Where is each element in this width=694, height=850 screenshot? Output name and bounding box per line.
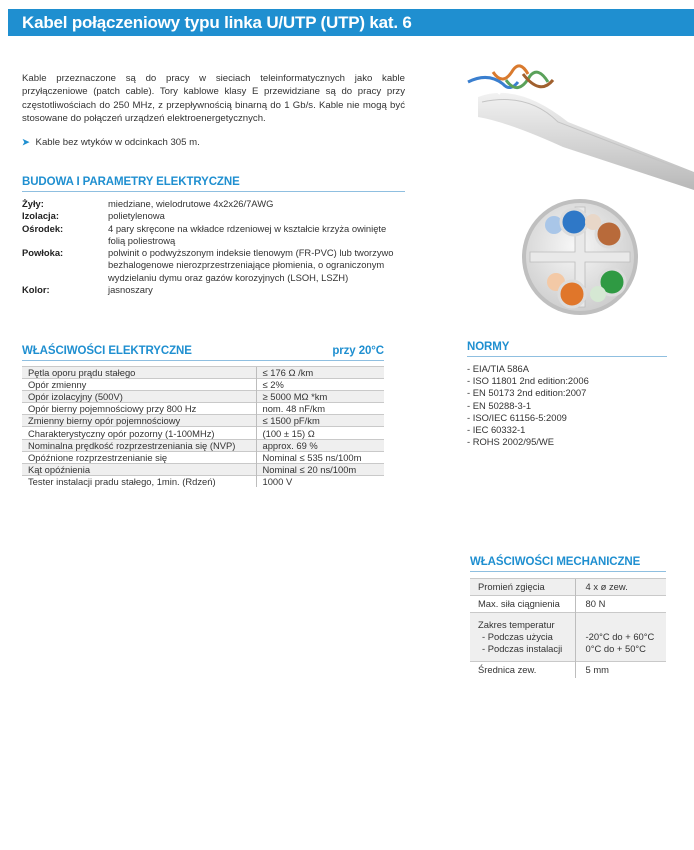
table-row bbox=[22, 403, 384, 415]
electrical-table bbox=[22, 366, 384, 487]
param-value: Nominal ≤ 535 ns/100m bbox=[256, 451, 384, 463]
param-name: Nominalna prędkość rozprzestrzeniania się (NVP) bbox=[22, 439, 256, 451]
param-name: Pętla oporu prądu stałego bbox=[22, 367, 256, 379]
spec-label: Kolor: bbox=[22, 284, 50, 296]
param-value: nom. 48 nF/km bbox=[256, 403, 384, 415]
param-value: (100 ± 15) Ω bbox=[256, 427, 384, 439]
table-row bbox=[22, 439, 384, 451]
build-heading: BUDOWA I PARAMETRY ELEKTRYCZNE bbox=[22, 176, 405, 192]
cable-side-view bbox=[466, 66, 694, 190]
list-item: - IEC 60332-1 bbox=[467, 424, 526, 436]
arrow-right-icon: ➤ bbox=[22, 137, 30, 147]
intro-text: Kable przeznaczone są do pracy w sieciach teleinformatycznych jako kable przyłączeniowe (patch cable). Tory kablowe klasy E przewidziane są do pracy przy częstotliwościach do 250 MHz, z przepływnością binarną do 1 Gb/s. Kable nie mogą być stosowane do połączeń urządzeń elektroenergetycznych. bbox=[22, 73, 405, 124]
temp-label: Zakres temperatur bbox=[478, 619, 555, 630]
table-row bbox=[22, 379, 384, 391]
param-name: Opóźnione rozprzestrzenianie się bbox=[22, 451, 256, 463]
table-row bbox=[22, 463, 384, 475]
table-row bbox=[470, 579, 666, 596]
table-row bbox=[470, 613, 666, 662]
list-item: - EN 50173 2nd edition:2007 bbox=[467, 387, 587, 399]
table-row bbox=[22, 475, 384, 487]
param-value: approx. 69 % bbox=[256, 439, 384, 451]
spec-label: Ośrodek: bbox=[22, 222, 64, 234]
param-value: ≤ 176 Ω /km bbox=[256, 367, 384, 379]
spec-row-core-assembly bbox=[22, 223, 402, 248]
param-name: Kąt opóźnienia bbox=[22, 463, 256, 475]
temp-use-value: -20°C do + 60°C bbox=[585, 631, 655, 642]
table-row bbox=[22, 415, 384, 427]
electrical-heading bbox=[22, 345, 384, 361]
spec-value: 4 pary skręcone na wkładce rdzeniowej w kształcie krzyża owinięte folią poliestrową bbox=[108, 222, 387, 246]
list-item: - ISO/IEC 61156-5:2009 bbox=[467, 411, 567, 423]
table-row bbox=[470, 662, 666, 679]
spec-value: jasnoszary bbox=[108, 284, 153, 296]
build-specs bbox=[22, 198, 402, 296]
norms-heading: NORMY bbox=[467, 341, 667, 357]
table-row bbox=[22, 451, 384, 463]
list-item: - ROHS 2002/95/WE bbox=[467, 436, 555, 448]
spec-value: polwinit o podwyższonym indeksie tlenowym (FR-PVC) lub tworzywo bezhalogenowe nierozprzestrzeniające płomienia, o ograniczonym wydzielaniu dymu oraz gazów korozyjnych (LSOH, LSZH) bbox=[108, 247, 394, 283]
electrical-title: WŁAŚCIWOŚCI ELEKTRYCZNE bbox=[22, 345, 192, 357]
param-name: Tester instalacji pradu stałego, 1min. (Rdzeń) bbox=[22, 475, 256, 487]
spec-row-cores bbox=[22, 198, 402, 210]
param-value: 4 x ø zew. bbox=[575, 579, 666, 596]
spec-row-insulation bbox=[22, 210, 402, 222]
param-name bbox=[470, 613, 575, 662]
param-value: 5 mm bbox=[575, 662, 666, 679]
temp-install-value: 0°C do + 50°C bbox=[585, 643, 646, 654]
table-row bbox=[470, 596, 666, 613]
param-value: Nominal ≤ 20 ns/100m bbox=[256, 463, 384, 475]
param-name: Zmienny bierny opór pojemnościowy bbox=[22, 415, 256, 427]
table-row bbox=[22, 427, 384, 439]
temp-install-label: - Podczas instalacji bbox=[482, 643, 563, 654]
param-value bbox=[575, 613, 666, 662]
param-name: Opór izolacyjny (500V) bbox=[22, 391, 256, 403]
page-title: Kabel połączeniowy typu linka U/UTP (UTP) kat. 6 bbox=[8, 9, 694, 36]
param-name: Max. siła ciągnienia bbox=[470, 596, 575, 613]
param-name: Średnica zew. bbox=[470, 662, 575, 679]
param-value: 80 N bbox=[575, 596, 666, 613]
spec-label: Izolacja: bbox=[22, 210, 59, 222]
mechanical-table bbox=[470, 578, 666, 678]
param-name: Opór bierny pojemnościowy przy 800 Hz bbox=[22, 403, 256, 415]
bullet-text: Kable bez wtyków w odcinkach 305 m. bbox=[35, 137, 200, 148]
spec-label: Żyły: bbox=[22, 198, 44, 209]
bullet-item bbox=[22, 137, 200, 148]
param-name: Opór zmienny bbox=[22, 379, 256, 391]
cable-cross-section bbox=[522, 199, 638, 315]
param-value: ≥ 5000 MΩ *km bbox=[256, 391, 384, 403]
spec-row-color bbox=[22, 284, 402, 296]
list-item: - EN 50288-3-1 bbox=[467, 399, 532, 411]
mechanical-heading: WŁAŚCIWOŚCI MECHANICZNE bbox=[470, 556, 666, 572]
table-row bbox=[22, 367, 384, 379]
param-name: Promień zgięcia bbox=[470, 579, 575, 596]
electrical-condition: przy 20°C bbox=[332, 345, 384, 357]
list-item: - ISO 11801 2nd edition:2006 bbox=[467, 375, 589, 387]
param-name: Charakterystyczny opór pozorny (1-100MHz) bbox=[22, 427, 256, 439]
list-item: - EIA/TIA 586A bbox=[467, 363, 530, 374]
spec-label: Powłoka: bbox=[22, 247, 64, 259]
param-value: ≤ 1500 pF/km bbox=[256, 415, 384, 427]
spec-row-sheath bbox=[22, 247, 402, 284]
param-value: ≤ 2% bbox=[256, 379, 384, 391]
table-row bbox=[22, 391, 384, 403]
spec-value: miedziane, wielodrutowe 4x2x26/7AWG bbox=[108, 198, 274, 209]
param-value: 1000 V bbox=[256, 475, 384, 487]
spec-value: polietylenowa bbox=[108, 210, 165, 222]
temp-use-label: - Podczas użycia bbox=[482, 631, 553, 642]
cable-photo bbox=[448, 62, 694, 322]
norms-list bbox=[467, 363, 589, 448]
